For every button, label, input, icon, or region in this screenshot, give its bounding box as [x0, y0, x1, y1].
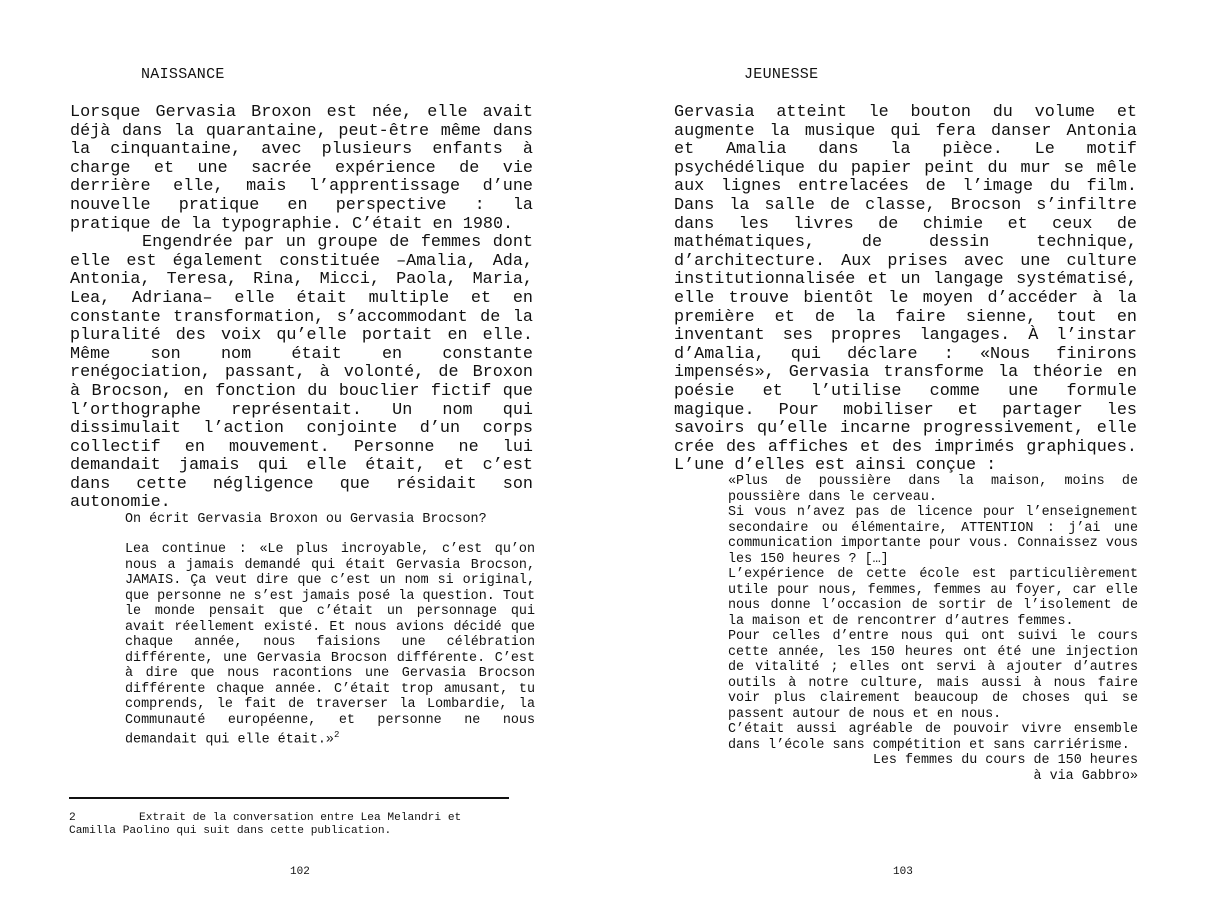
- right-page-header: JEUNESSE: [744, 66, 819, 83]
- right-quote-paragraph-3: L’expérience de cette école est particulièrement utile pour nous, femmes, femmes au foyer, car elle nous donne l’occasion de sortir de l’isolement de la maison et de rencontrer d’autres femmes.: [728, 567, 1138, 629]
- right-paragraph: Gervasia atteint le bouton du volume et augmente la musique qui fera danser Antonia et Amalia dans la pièce. Le motif psychédélique du papier peint du mur se mêle aux lignes entrelacées de l’image du film. Dans la salle de classe, Brocson s’infiltre dans les livres de chimie et ceux de mathématiques, de dessin technique, d’architecture. Aux prises avec une culture institutionnalisée et un langage systématisé, elle trouve bientôt le moyen d’accéder à la première et de la faire sienne, tout en inventant ses propres langages. À l’instar d’Amalia, qui déclare : «Nous finirons impensés», Gervasia transforme la théorie en poésie et l’utilise comme une formule magique. Pour mobiliser et partager les savoirs qu’elle incarne progressivement, elle crée des affiches et des imprimés graphiques. L’une d’elles est ainsi conçue :: [674, 103, 1137, 476]
- footnote-rule: [69, 797, 509, 799]
- quote-signature-line-1: Les femmes du cours de 150 heures: [872, 753, 1138, 768]
- right-quote-paragraph-4: Pour celles d’entre nous qui ont suivi le cours cette année, les 150 heures ont été une injection de vitalité ; elles ont servi à ajouter d’autres outils à notre culture, mais aussi à nous faire voir plus clairement beaucoup de choses qui se passent autour de nous et en nous.: [728, 629, 1138, 722]
- right-page-number: 103: [893, 866, 913, 878]
- quote-signature-line-2: à via Gabbro»: [1033, 768, 1138, 784]
- quote-question-text: On écrit Gervasia Broxon ou Gervasia Brocson?: [125, 512, 487, 527]
- footnote-text: Extrait de la conversation entre Lea Melandri et Camilla Paolino qui suit dans cette publication.: [69, 812, 462, 837]
- right-page: [603, 0, 1206, 904]
- left-page-header: NAISSANCE: [141, 66, 225, 83]
- footnote-reference: 2: [333, 730, 340, 740]
- left-quote: [125, 542, 535, 748]
- left-page-number: 102: [290, 866, 310, 878]
- quote-question: [125, 512, 535, 528]
- footnote-number: 2: [69, 812, 76, 824]
- left-paragraph-2: Engendrée par un groupe de femmes dont elle est également constituée –Amalia, Ada, Antonia, Teresa, Rina, Micci, Paola, Maria, Lea, Adriana– elle était multiple et en constante transformation, s’accommodant de la pluralité des voix qu’elle portait en elle. Même son nom était en constante renégociation, passant, à volonté, de Broxon à Brocson, en fonction du bouclier fictif que l’orthographe représentait. Un nom qui dissimulait l’action conjointe d’un corps collectif en mouvement. Personne ne lui demandait jamais qui elle était, et c’est dans cette négligence que résidait son autonomie.: [70, 233, 533, 513]
- left-paragraph-1: Lorsque Gervasia Broxon est née, elle avait déjà dans la quarantaine, peut-être même dans la cinquantaine, avec plusieurs enfants à charge et une sacrée expérience de vie derrière elle, mais l’apprentissage d’une nouvelle pratique en perspective : la pratique de la typographie. C’était en 1980.: [70, 103, 533, 234]
- right-quote: [728, 474, 1138, 784]
- left-quote-text: [125, 542, 535, 748]
- left-quote-body: Lea continue : «Le plus incroyable, c’est qu’on nous a jamais demandé qui était Gervasia Brocson, JAMAIS. Ça veut dire que c’est un nom si original, que personne ne s’est jamais posé la question. Tout le monde pensait que c’était un personnage qui avait réellement existé. Et nous avions décidé que chaque année, nous faisions une célébration différente, une Gervasia Brocson différente. C’est à dire que nous racontions une Gervasia Brocson différente chaque année. C’était trop amusant, tu comprends, le fait de traverser la Lombardie, la Communauté européenne, et personne ne nous demandait qui elle était.»: [125, 542, 535, 748]
- right-main-text: [674, 104, 1137, 476]
- right-quote-paragraph-1: «Plus de poussière dans la maison, moins de poussière dans le cerveau.: [728, 474, 1138, 505]
- footnote: [69, 812, 509, 838]
- left-main-text: [70, 104, 533, 513]
- right-quote-paragraph-5: C’était aussi agréable de pouvoir vivre ensemble dans l’école sans compétition et sans carriérisme.: [728, 722, 1138, 753]
- right-quote-paragraph-2: Si vous n’avez pas de licence pour l’enseignement secondaire ou élémentaire, ATTENTION : j’ai une communication importante pour vous. Connaissez vous les 150 heures ? […]: [728, 505, 1138, 567]
